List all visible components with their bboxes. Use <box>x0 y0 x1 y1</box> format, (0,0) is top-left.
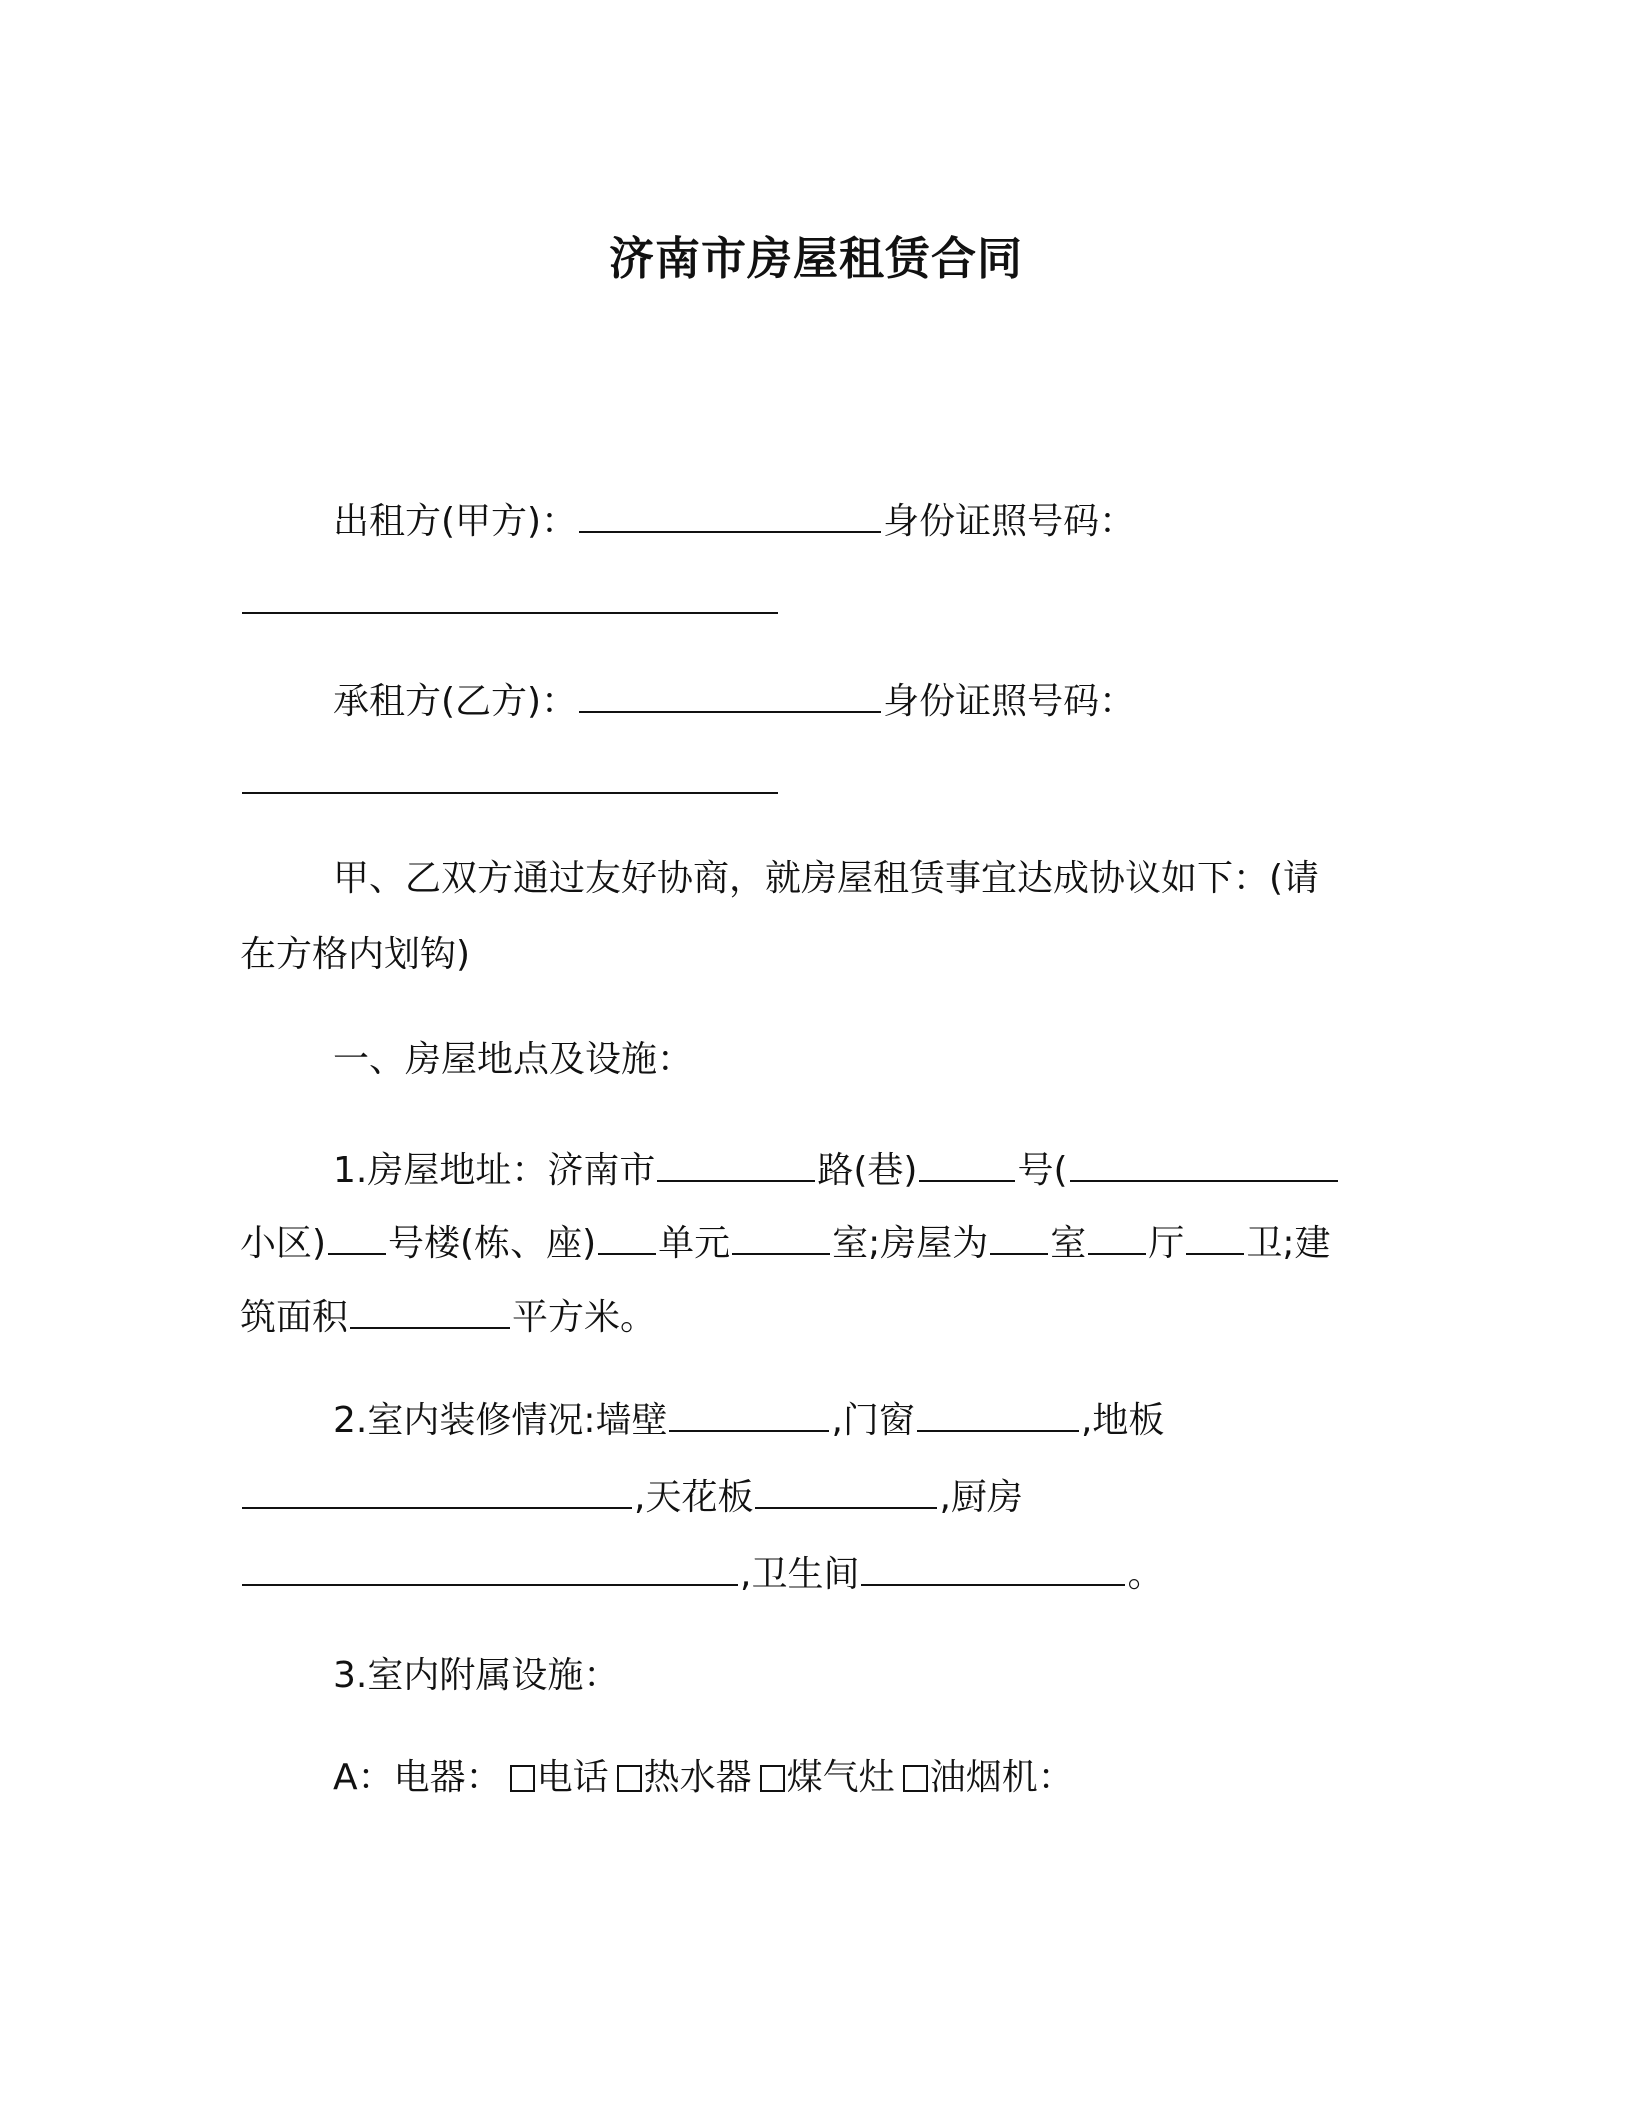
landlord-name-blank[interactable] <box>579 497 881 533</box>
appliances-label: A：电器： <box>333 1757 502 1798</box>
unit-label: 单元 <box>658 1223 731 1264</box>
baths-count-blank[interactable] <box>1186 1219 1244 1255</box>
bathroom-label: ,卫生间 <box>740 1554 860 1595</box>
walls-blank[interactable] <box>669 1396 829 1432</box>
tenant-label: 承租方(乙方)： <box>333 681 578 722</box>
gas-stove-checkbox[interactable] <box>760 1765 785 1792</box>
halls-count-blank[interactable] <box>1088 1219 1146 1255</box>
landlord-id-label: 身份证照号码： <box>883 501 1136 542</box>
phone-label: 电话 <box>536 1757 609 1798</box>
bathroom-blank[interactable] <box>861 1550 1125 1586</box>
phone-checkbox[interactable] <box>510 1765 535 1792</box>
area-unit: 平方米。 <box>512 1297 657 1338</box>
address-line-3 <box>240 1293 656 1340</box>
landlord-label: 出租方(甲方)： <box>333 501 578 542</box>
number-label: 号( <box>1017 1150 1068 1191</box>
range-hood-label: 油烟机： <box>929 1757 1074 1798</box>
rooms-label: 室 <box>1050 1223 1087 1264</box>
water-heater-label: 热水器 <box>643 1757 752 1798</box>
tenant-id-blank[interactable] <box>242 758 778 794</box>
community-label: 小区) <box>240 1223 327 1264</box>
doors-blank[interactable] <box>917 1396 1079 1432</box>
appliances-line <box>333 1756 1074 1800</box>
unit-blank[interactable] <box>598 1219 656 1255</box>
tenant-id-label: 身份证照号码： <box>883 681 1136 722</box>
tenant-id-line <box>240 758 780 805</box>
landlord-line <box>333 497 1135 544</box>
range-hood-checkbox[interactable] <box>903 1765 928 1792</box>
intro-line-1: 甲、乙双方通过友好协商，就房屋租赁事宜达成协议如下：(请 <box>333 858 1320 899</box>
number-blank[interactable] <box>919 1146 1015 1182</box>
area-prefix: 筑面积 <box>240 1297 349 1338</box>
building-blank[interactable] <box>328 1219 386 1255</box>
address-label: 1.房屋地址：济南市 <box>333 1150 656 1191</box>
community-blank[interactable] <box>1070 1146 1338 1182</box>
address-line-2 <box>240 1219 1330 1266</box>
address-line-1 <box>333 1146 1340 1193</box>
road-blank[interactable] <box>657 1146 815 1182</box>
decoration-label: 2.室内装修情况:墙壁 <box>333 1400 668 1441</box>
landlord-id-line <box>240 578 780 625</box>
landlord-id-blank[interactable] <box>242 578 778 614</box>
halls-label: 厅 <box>1148 1223 1185 1264</box>
document-title: 济南市房屋租赁合同 <box>608 232 1023 285</box>
doors-label: ,门窗 <box>831 1400 915 1441</box>
decoration-line-3 <box>240 1550 1163 1597</box>
baths-label: 卫;建 <box>1246 1223 1331 1264</box>
water-heater-checkbox[interactable] <box>617 1765 642 1792</box>
decoration-line-1 <box>333 1396 1164 1443</box>
floor-label: ,地板 <box>1080 1400 1165 1441</box>
decoration-end: 。 <box>1127 1554 1164 1595</box>
room-label: 室;房屋为 <box>832 1223 989 1264</box>
ceiling-label: ,天花板 <box>634 1477 754 1518</box>
building-label: 号楼(栋、座) <box>388 1223 597 1264</box>
section1-heading: 一、房屋地点及设施： <box>333 1039 694 1080</box>
tenant-name-blank[interactable] <box>579 677 881 713</box>
floor-blank[interactable] <box>242 1473 632 1509</box>
facilities-heading: 3.室内附属设施： <box>333 1655 620 1696</box>
kitchen-blank[interactable] <box>242 1550 738 1586</box>
ceiling-blank[interactable] <box>755 1473 937 1509</box>
tenant-line <box>333 677 1135 724</box>
road-label: 路(巷) <box>817 1150 918 1191</box>
intro-line-2: 在方格内划钩) <box>240 934 471 975</box>
decoration-line-2 <box>240 1473 1023 1520</box>
area-blank[interactable] <box>350 1293 510 1329</box>
rooms-count-blank[interactable] <box>990 1219 1048 1255</box>
kitchen-label: ,厨房 <box>939 1477 1023 1518</box>
gas-stove-label: 煤气灶 <box>786 1757 895 1798</box>
room-blank[interactable] <box>732 1219 830 1255</box>
